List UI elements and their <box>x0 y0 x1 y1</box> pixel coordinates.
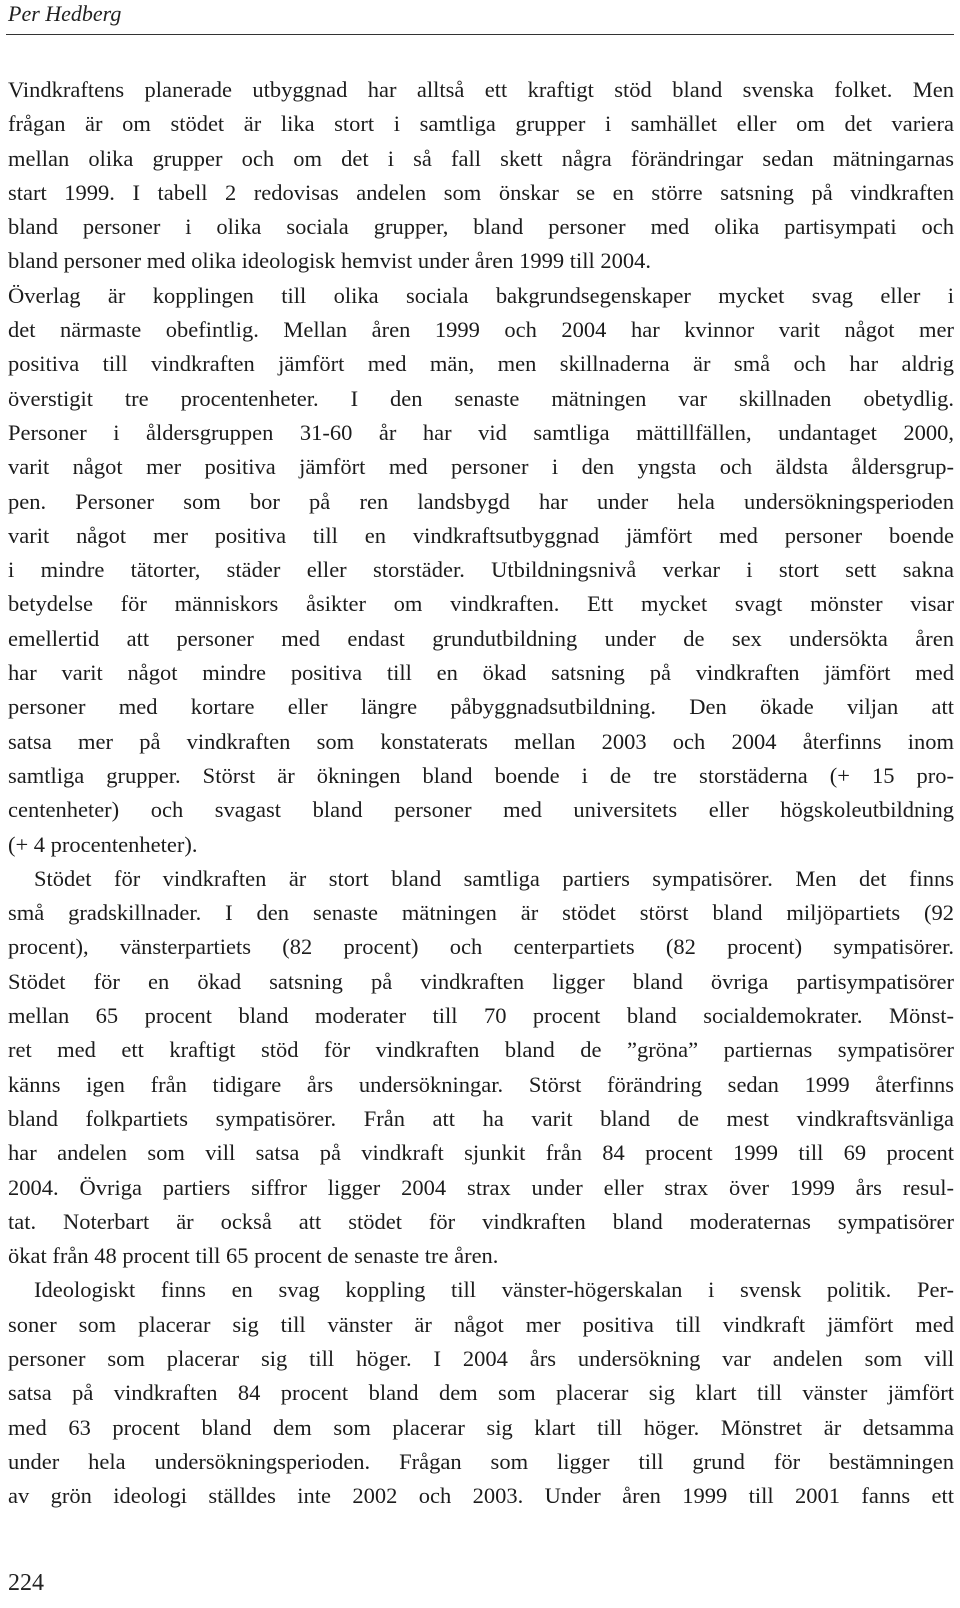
page-number: 224 <box>8 1570 44 1596</box>
text-line: betydelse för människors åsikter om vindkraften. Ett mycket svagt mönster visar <box>8 591 954 617</box>
running-head: Per Hedberg <box>8 1 122 26</box>
text-line: start 1999. I tabell 2 redovisas andelen som önskar se en större satsning på vindkraften <box>8 179 954 205</box>
text-line: med 63 procent bland dem som placerar sig klart till höger. Mönstret är detsamma <box>8 1414 954 1440</box>
header-rule <box>6 34 954 35</box>
text-line: centenheter) och svagast bland personer med universitets eller högskoleutbildning <box>8 797 954 823</box>
text-line: Vindkraftens planerade utbyggnad har alltså ett kraftigt stöd bland svenska folket. Men <box>8 77 954 102</box>
text-line: Stödet för vindkraften är stort bland samtliga partiers sympatisörer. Men det finns <box>34 865 954 891</box>
text-line: satsa på vindkraften 84 procent bland dem som placerar sig klart till vänster jämfört <box>8 1380 954 1406</box>
text-line: tat. Noterbart är också att stödet för vindkraften bland moderaternas sympatisörer <box>8 1208 954 1234</box>
text-line: ökat från 48 procent till 65 procent de senaste tre åren. <box>8 1243 499 1269</box>
text-line: överstigit tre procentenheter. I den senaste mätningen var skillnaden obetydlig. <box>8 385 954 411</box>
text-line: har varit något mindre positiva till en ökad satsning på vindkraften jämfört med <box>8 660 954 686</box>
text-line: frågan är om stödet är lika stort i samtliga grupper i samhället eller om det variera <box>8 111 954 137</box>
text-line: under hela undersökningsperioden. Frågan som ligger till grund för bestämningen <box>8 1448 954 1474</box>
text-line: Överlag är kopplingen till olika sociala bakgrundsegenskaper mycket svag eller i <box>8 282 954 308</box>
text-line: personer som placerar sig till höger. I 2004 års undersökning var andelen som vill <box>8 1345 954 1371</box>
text-line: varit något mer positiva till en vindkraftsutbyggnad jämfört med personer boende <box>8 522 954 548</box>
text-line: 2004. Övriga partiers siffror ligger 2004 strax under eller strax över 1999 års resul- <box>8 1174 954 1200</box>
text-line: Stödet för en ökad satsning på vindkraften ligger bland övriga partisympatisörer <box>8 968 954 994</box>
text-line: bland personer i olika sociala grupper, bland personer med olika partisympati och <box>8 214 954 240</box>
text-line: bland folkpartiets sympatisörer. Från att ha varit bland de mest vindkraftsvänliga <box>8 1105 954 1131</box>
text-line: Ideologiskt finns en svag koppling till vänster-högerskalan i svensk politik. Per- <box>34 1277 954 1303</box>
text-line: Personer i åldersgruppen 31-60 år har vid samtliga mättillfällen, undantaget 2000, <box>8 419 954 445</box>
text-line: pen. Personer som bor på ren landsbygd har under hela undersökningsperioden <box>8 488 954 514</box>
text-line: känns igen från tidigare års undersökningar. Störst förändring sedan 1999 återfinns <box>8 1071 954 1097</box>
text-line: i mindre tätorter, städer eller storstäder. Utbildningsnivå verkar i stort sett sakna <box>8 557 954 583</box>
text-line: positiva till vindkraften jämfört med män, men skillnaderna är små och har aldrig <box>8 351 954 377</box>
text-line: soner som placerar sig till vänster är något mer positiva till vindkraft jämfört med <box>8 1311 954 1337</box>
text-line: det närmaste obefintlig. Mellan åren 1999 och 2004 har kvinnor varit något mer <box>8 317 954 343</box>
text-line: har andelen som vill satsa på vindkraft sjunkit från 84 procent 1999 till 69 procent <box>8 1140 954 1166</box>
text-line: emellertid att personer med endast grundutbildning under de sex undersökta åren <box>8 625 954 651</box>
text-line: bland personer med olika ideologisk hemvist under åren 1999 till 2004. <box>8 248 651 274</box>
text-line: procent), vänsterpartiets (82 procent) och centerpartiets (82 procent) sympatisörer. <box>8 934 954 960</box>
text-line: personer med kortare eller längre påbyggnadsutbildning. Den ökade viljan att <box>8 694 954 720</box>
text-line: mellan 65 procent bland moderater till 70 procent bland socialdemokrater. Mönst- <box>8 1003 954 1029</box>
text-line: av grön ideologi ställdes inte 2002 och 2003. Under åren 1999 till 2001 fanns ett <box>8 1483 954 1509</box>
text-line: satsa mer på vindkraften som konstaterats mellan 2003 och 2004 återfinns inom <box>8 728 954 754</box>
text-line: varit något mer positiva jämfört med personer i den yngsta och äldsta åldersgrup- <box>8 454 954 480</box>
text-line: små gradskillnader. I den senaste mätningen är stödet störst bland miljöpartiets (92 <box>8 900 954 926</box>
text-line: ret med ett kraftigt stöd för vindkraften bland de ”gröna” partiernas sympatisörer <box>8 1037 954 1063</box>
text-line: (+ 4 procentenheter). <box>8 831 198 857</box>
body-text <box>8 73 954 1513</box>
text-line: samtliga grupper. Störst är ökningen bland boende i de tre storstäderna (+ 15 pro- <box>8 762 954 788</box>
text-line: mellan olika grupper och om det i så fall skett några förändringar sedan mätningarnas <box>8 145 954 171</box>
